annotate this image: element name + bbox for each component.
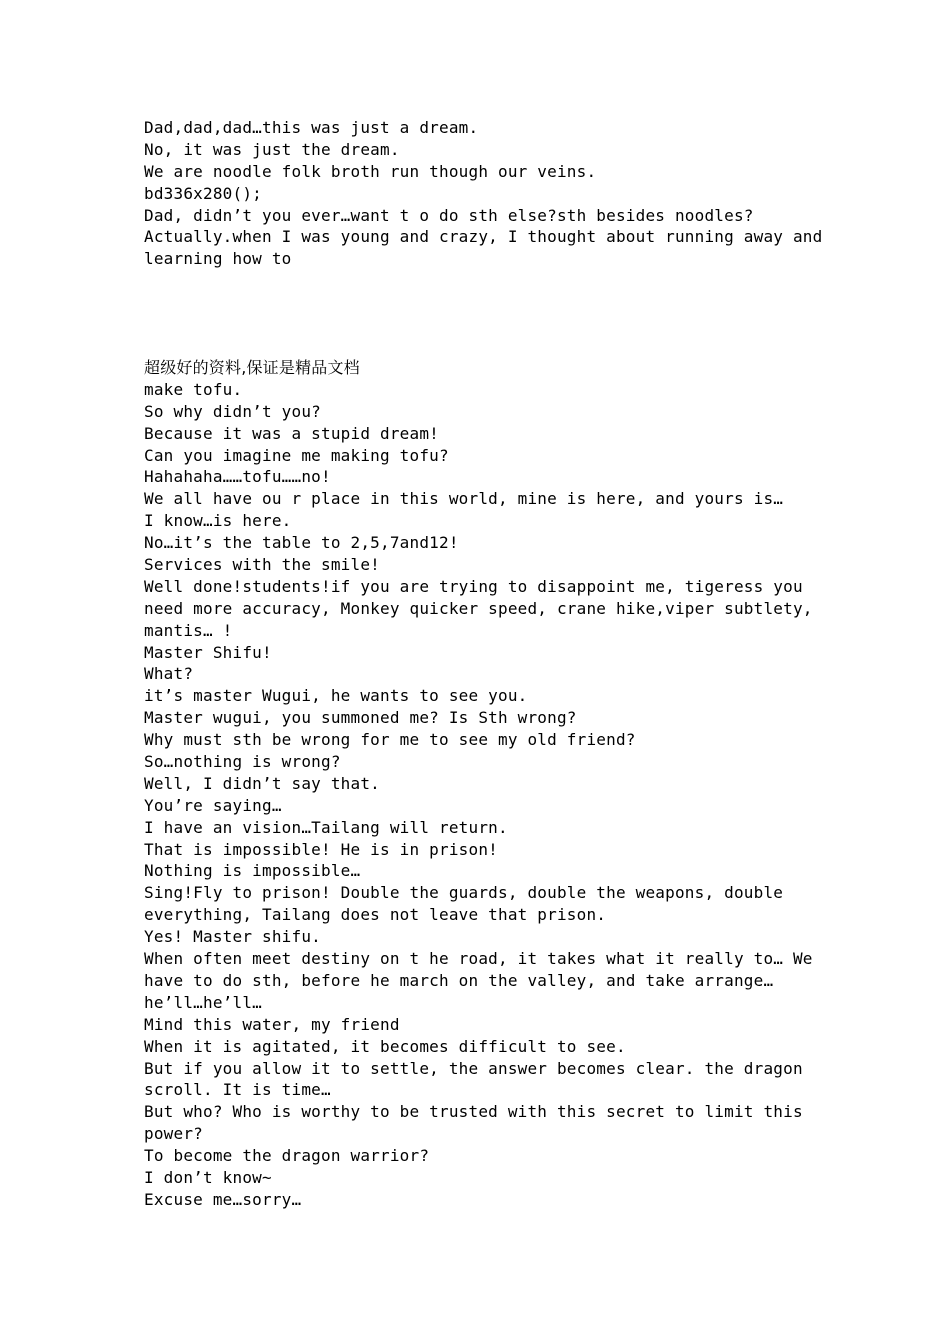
text-line: Hahahaha……tofu……no! bbox=[144, 467, 331, 487]
text-line: So why didn’t you? bbox=[144, 401, 321, 421]
text-line: What? bbox=[144, 664, 194, 684]
text-line: Master Shifu! bbox=[144, 642, 272, 662]
top-text-block bbox=[144, 117, 824, 270]
text-line: Can you imagine me making tofu? bbox=[144, 445, 449, 465]
text-line: Mind this water, my friend bbox=[144, 1014, 400, 1034]
text-line: So…nothing is wrong? bbox=[144, 752, 341, 772]
text-line: But who? Who is worthy to be trusted with this secret to limit this bbox=[144, 1102, 803, 1122]
text-line: But if you allow it to settle, the answer becomes clear. the dragon bbox=[144, 1058, 803, 1078]
text-line: That is impossible! He is in prison! bbox=[144, 839, 498, 859]
text-line: make tofu. bbox=[144, 379, 243, 399]
bottom-text-block bbox=[144, 357, 824, 1211]
text-line: Yes! Master shifu. bbox=[144, 927, 321, 947]
text-line: Master wugui, you summoned me? Is Sth wrong? bbox=[144, 708, 577, 728]
text-line: everything, Tailang does not leave that prison. bbox=[144, 905, 607, 925]
text-line: Sing!Fly to prison! Double the guards, double the weapons, double bbox=[144, 883, 784, 903]
text-line: No, it was just the dream. bbox=[144, 139, 400, 159]
text-line: it’s master Wugui, he wants to see you. bbox=[144, 686, 528, 706]
text-line: Dad,dad,dad…this was just a dream. bbox=[144, 118, 479, 137]
text-line: No…it’s the table to 2,5,7and12! bbox=[144, 533, 459, 553]
text-line: Services with the smile! bbox=[144, 555, 380, 575]
text-line: We are noodle folk broth run though our veins. bbox=[144, 161, 597, 181]
text-line: Why must sth be wrong for me to see my old friend? bbox=[144, 730, 636, 750]
text-line: mantis… ! bbox=[144, 620, 233, 640]
text-line: I know…is here. bbox=[144, 511, 292, 531]
text-line: Dad, didn’t you ever…want t o do sth else?sth besides noodles? bbox=[144, 205, 754, 225]
text-line: scroll. It is time… bbox=[144, 1080, 331, 1100]
text-line: bd336x280(); bbox=[144, 183, 262, 203]
text-line: Because it was a stupid dream! bbox=[144, 423, 439, 443]
text-line: Excuse me…sorry… bbox=[144, 1189, 302, 1209]
text-line: When often meet destiny on t he road, it takes what it really to… We bbox=[144, 949, 813, 969]
text-line: learning how to bbox=[144, 249, 292, 269]
text-line: When it is agitated, it becomes difficult to see. bbox=[144, 1036, 626, 1056]
text-line: Well done!students!if you are trying to disappoint me, tigeress you bbox=[144, 576, 803, 596]
text-line: Nothing is impossible… bbox=[144, 861, 361, 881]
text-line: need more accuracy, Monkey quicker speed, crane hike,viper subtlety, bbox=[144, 598, 813, 618]
text-line: I don’t know~ bbox=[144, 1167, 272, 1187]
text-line: have to do sth, before he march on the valley, and take arrange… bbox=[144, 970, 774, 990]
text-line: power? bbox=[144, 1124, 203, 1144]
promo-banner-text: 超级好的资料,保证是精品文档 bbox=[144, 358, 360, 377]
text-line: Well, I didn’t say that. bbox=[144, 773, 380, 793]
text-line: he’ll…he’ll… bbox=[144, 992, 262, 1012]
text-line: Actually.when I was young and crazy, I thought about running away and bbox=[144, 227, 823, 247]
text-line: You’re saying… bbox=[144, 795, 282, 815]
text-line: We all have ou r place in this world, mine is here, and yours is… bbox=[144, 489, 784, 509]
text-line: To become the dragon warrior? bbox=[144, 1146, 430, 1166]
text-line: I have an vision…Tailang will return. bbox=[144, 817, 508, 837]
